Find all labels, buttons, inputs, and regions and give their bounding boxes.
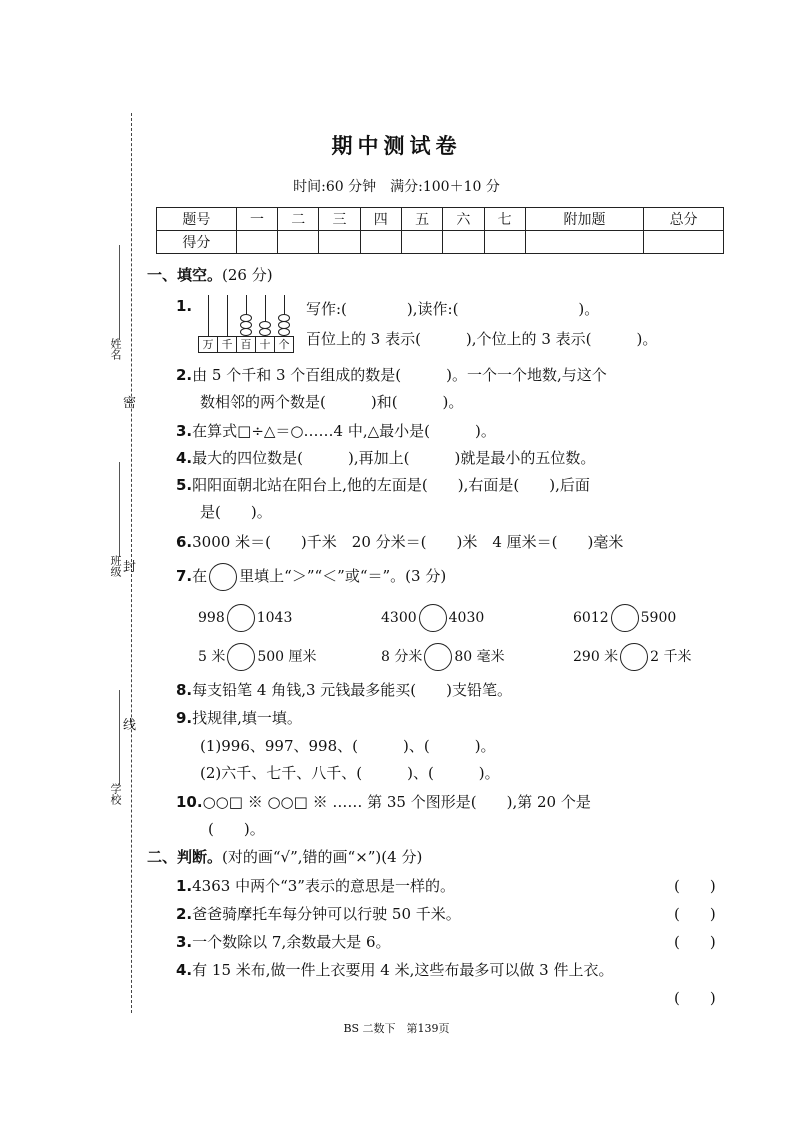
judge-number: 3. <box>176 933 193 951</box>
section1-points: (26 分) <box>222 266 273 284</box>
abacus-base <box>198 336 294 353</box>
answer-circle[interactable] <box>419 604 447 632</box>
abacus-label-shi: 十 <box>256 337 275 352</box>
score-blank <box>278 231 319 254</box>
abacus-bead <box>278 328 290 336</box>
compare-right: 2 千米 <box>650 649 692 665</box>
q9-sub2: (2)六千、七千、八千、( )、( )。 <box>200 764 500 782</box>
score-table-score-row <box>157 231 724 254</box>
compare-left: 290 米 <box>573 649 619 665</box>
score-blank <box>484 231 525 254</box>
answer-circle[interactable] <box>611 604 639 632</box>
score-cell: 附加题 <box>525 208 643 231</box>
compare-left: 6012 <box>573 610 609 626</box>
score-blank <box>236 231 277 254</box>
q5-text1: 阳阳面朝北站在阳台上,他的左面是( ),右面是( ),后面 <box>192 476 590 494</box>
compare-item-1 <box>198 604 292 632</box>
cut-word-close: 封 <box>123 560 137 575</box>
section2-title: 二、判断。 <box>147 848 223 866</box>
abacus-rod <box>227 295 228 337</box>
q9-number: 9. <box>176 709 193 727</box>
q7-prefix: 在 <box>192 567 208 585</box>
q7-number: 7. <box>176 567 193 585</box>
score-cell: 三 <box>319 208 360 231</box>
q3 <box>176 420 496 441</box>
abacus-label-qian: 千 <box>218 337 237 352</box>
compare-right: 5900 <box>640 610 677 626</box>
score-cell: 总分 <box>644 208 724 231</box>
page-title: 期中测试卷 <box>331 134 462 158</box>
q5-line1 <box>176 474 590 495</box>
q5-line2: 是( )。 <box>200 503 272 521</box>
judge-blank-4[interactable]: ( ) <box>674 989 716 1007</box>
compare-item-3 <box>573 604 676 632</box>
abacus-bead <box>259 328 271 336</box>
name-underline <box>119 245 120 340</box>
compare-item-2 <box>381 604 484 632</box>
abacus-diagram <box>198 295 294 355</box>
judge-text: 4363 中两个“3”表示的意思是一样的。 <box>192 877 455 895</box>
judge-item-3 <box>176 931 391 952</box>
answer-circle <box>209 563 237 591</box>
compare-item-6 <box>573 643 692 671</box>
abacus-bead <box>240 328 252 336</box>
score-cell: 七 <box>484 208 525 231</box>
abacus-bead <box>240 321 252 329</box>
compare-item-4 <box>198 643 317 671</box>
q10-text1: ○○□ ※ ○○□ ※ …… 第 35 个图形是( ),第 20 个是 <box>202 793 591 811</box>
q9-text: 找规律,填一填。 <box>192 709 302 727</box>
q10-number: 10. <box>176 793 203 811</box>
abacus-bead <box>259 321 271 329</box>
score-table-header-row <box>157 208 724 231</box>
compare-right: 500 厘米 <box>257 649 317 665</box>
judge-number: 1. <box>176 877 193 895</box>
q4-number: 4. <box>176 449 193 467</box>
score-blank <box>319 231 360 254</box>
abacus-bead <box>278 314 290 322</box>
section2-points: (对的画“√”,错的画“×”)(4 分) <box>222 848 423 866</box>
q10-line2: ( )。 <box>208 820 265 838</box>
q3-number: 3. <box>176 422 193 440</box>
abacus-label-bai: 百 <box>237 337 256 352</box>
score-blank <box>360 231 401 254</box>
section1-title: 一、填空。 <box>147 266 223 284</box>
compare-left: 4300 <box>381 610 417 626</box>
q9-sub1: (1)996、997、998、( )、( )。 <box>200 737 496 755</box>
q5-number: 5. <box>176 476 193 494</box>
school-label: 学校 <box>109 783 122 805</box>
abacus-bead <box>240 314 252 322</box>
q2-text1: 由 5 个千和 3 个百组成的数是( )。一个一个地数,与这个 <box>192 366 607 384</box>
judge-number: 4. <box>176 961 193 979</box>
q6 <box>176 531 623 552</box>
compare-left: 5 米 <box>198 649 226 665</box>
q6-text: 3000 米＝( )千米 20 分米＝( )米 4 厘米＝( )毫米 <box>192 533 624 551</box>
q1-number: 1. <box>176 297 193 315</box>
cut-word-seal: 密 <box>123 396 137 411</box>
q4-text: 最大的四位数是( ),再加上( )就是最小的五位数。 <box>192 449 596 467</box>
compare-left: 998 <box>198 610 225 626</box>
exam-info: 时间:60 分钟 满分:100＋10 分 <box>293 179 500 195</box>
abacus-bead <box>278 321 290 329</box>
section1-heading <box>147 264 273 285</box>
answer-circle[interactable] <box>424 643 452 671</box>
abacus-label-ge: 个 <box>278 338 290 351</box>
q8-text: 每支铅笔 4 角钱,3 元钱最多能买( )支铅笔。 <box>192 681 513 699</box>
compare-right: 80 毫米 <box>454 649 505 665</box>
judge-text: 一个数除以 7,余数最大是 6。 <box>192 933 391 951</box>
name-label: 姓名 <box>109 338 122 360</box>
score-cell: 二 <box>278 208 319 231</box>
abacus-label-wan: 万 <box>199 337 218 352</box>
q4 <box>176 447 595 468</box>
class-label: 班级 <box>109 555 122 577</box>
q2-line2: 数相邻的两个数是( )和( )。 <box>200 393 464 411</box>
score-cell: 一 <box>236 208 277 231</box>
section2-heading <box>147 846 422 867</box>
score-cell: 题号 <box>157 208 237 231</box>
abacus-rod <box>208 295 209 337</box>
judge-blank-2[interactable]: ( ) <box>674 905 716 923</box>
judge-number: 2. <box>176 905 193 923</box>
judge-item-4 <box>176 959 613 980</box>
cut-word-line: 线 <box>123 718 137 733</box>
class-underline <box>119 462 120 557</box>
q1-line1: 写作:( ),读作:( )。 <box>306 300 600 318</box>
compare-right: 1043 <box>256 610 293 626</box>
q10-line1 <box>176 791 591 812</box>
score-cell: 六 <box>443 208 484 231</box>
judge-text: 爸爸骑摩托车每分钟可以行驶 50 千米。 <box>192 905 461 923</box>
compare-item-5 <box>381 643 505 671</box>
judge-blank-1[interactable]: ( ) <box>674 877 716 895</box>
score-blank <box>443 231 484 254</box>
compare-left: 8 分米 <box>381 649 423 665</box>
q3-text: 在算式□÷△＝○……4 中,△最小是( )。 <box>192 422 496 440</box>
judge-item-2 <box>176 903 461 924</box>
judge-item-1 <box>176 875 455 896</box>
score-blank <box>644 231 724 254</box>
q8 <box>176 679 512 700</box>
answer-circle[interactable] <box>620 643 648 671</box>
judge-blank-3[interactable]: ( ) <box>674 933 716 951</box>
score-blank <box>401 231 442 254</box>
q7 <box>176 563 446 591</box>
q9 <box>176 707 302 728</box>
score-cell: 五 <box>401 208 442 231</box>
q2-line1 <box>176 364 607 385</box>
q6-number: 6. <box>176 533 193 551</box>
q8-number: 8. <box>176 681 193 699</box>
q1-line2: 百位上的 3 表示( ),个位上的 3 表示( )。 <box>306 330 658 348</box>
answer-circle[interactable] <box>227 643 255 671</box>
score-cell: 四 <box>360 208 401 231</box>
q7-suffix: 里填上“＞”“＜”或“＝”。(3 分) <box>239 567 447 585</box>
judge-text: 有 15 米布,做一件上衣要用 4 米,这些布最多可以做 3 件上衣。 <box>192 961 614 979</box>
score-row-label: 得分 <box>157 231 237 254</box>
school-underline <box>119 690 120 785</box>
score-blank <box>525 231 643 254</box>
answer-circle[interactable] <box>227 604 255 632</box>
page-footer: BS 二数下 第139页 <box>343 1022 450 1035</box>
compare-right: 4030 <box>448 610 485 626</box>
score-table <box>156 207 724 254</box>
q2-number: 2. <box>176 366 193 384</box>
